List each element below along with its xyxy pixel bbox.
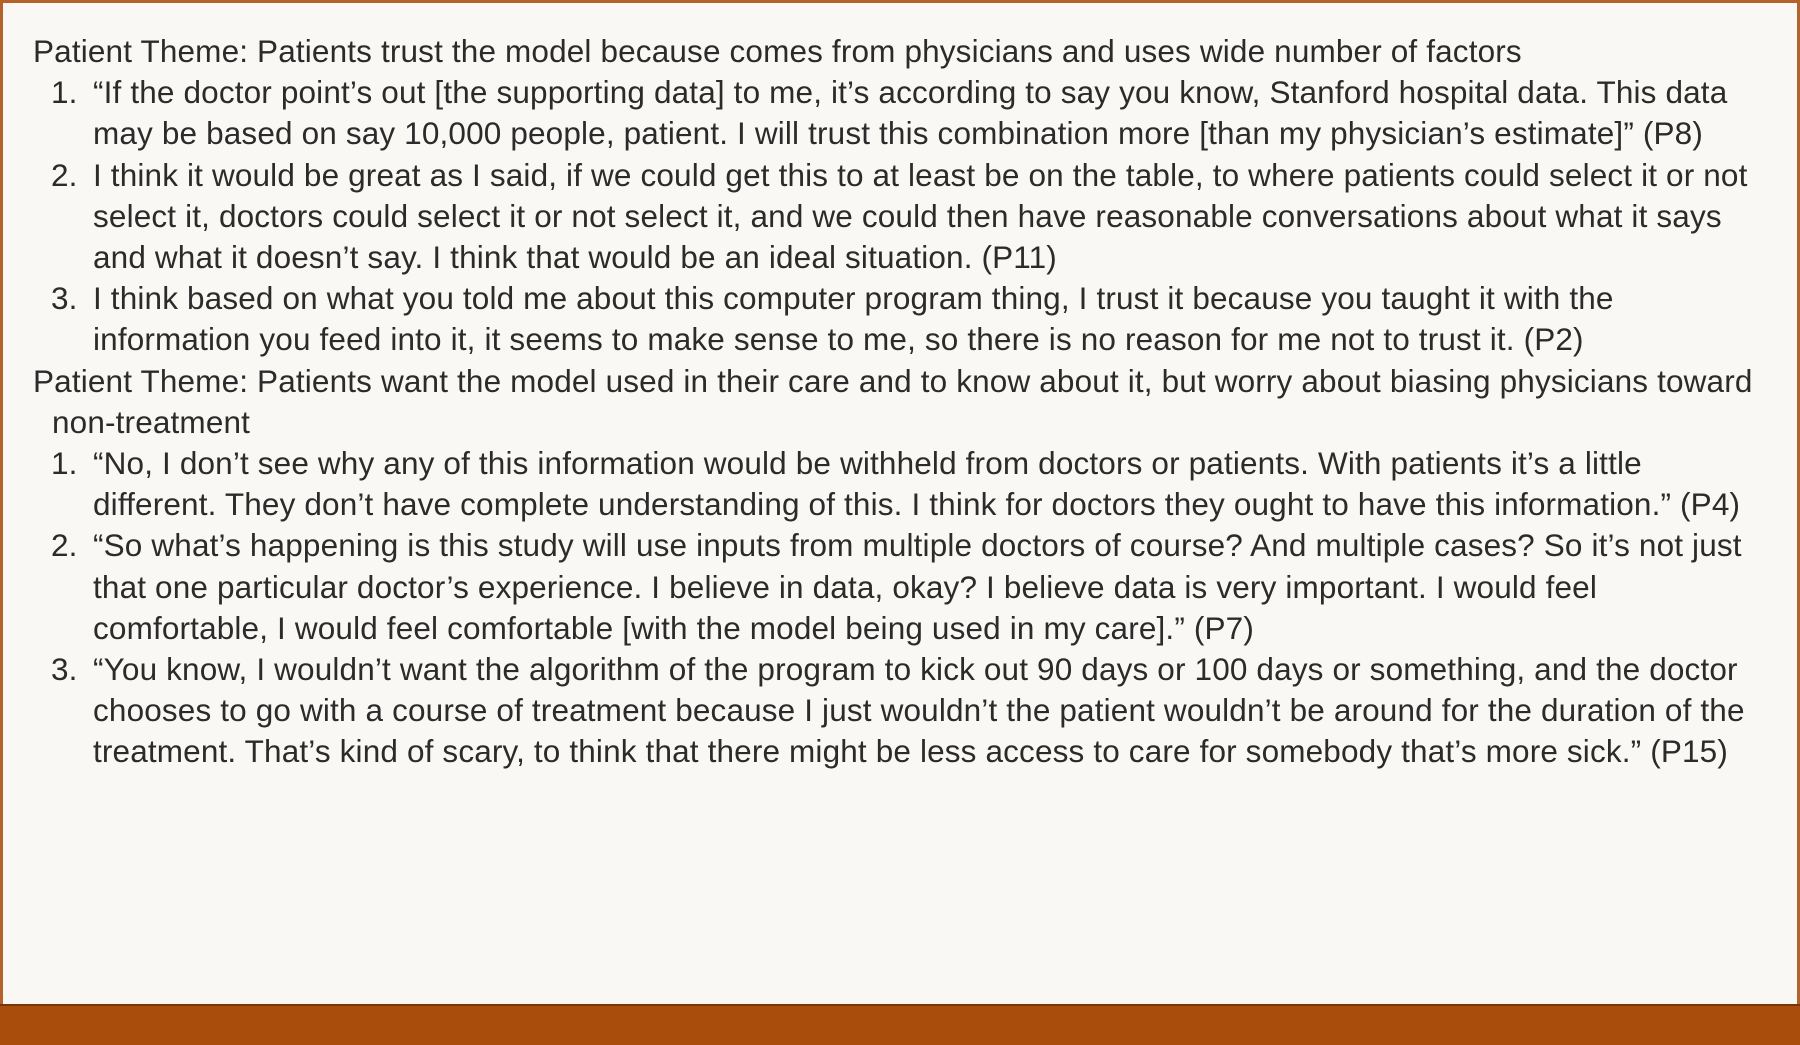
quote-panel-content	[33, 31, 1773, 773]
quote-number: 1.	[51, 445, 78, 482]
quote-item	[33, 72, 1773, 154]
quote-text: “You know, I wouldn’t want the algorithm of the program to kick out 90 days or 100 days or something, and the doctor chooses to go with a course of treatment because I just wouldn’t the patient wouldn’t be around for the duration of the treatment. That’s kind of scary, to think that there might be less access to care for somebody that’s more sick.” (P15)	[93, 651, 1745, 770]
quote-number: 1.	[51, 74, 78, 111]
quote-number: 2.	[51, 156, 78, 193]
quote-list	[33, 443, 1773, 773]
bottom-accent-bar	[0, 1004, 1800, 1045]
quote-item	[33, 278, 1773, 360]
theme-section-usage	[33, 361, 1773, 773]
quote-list	[33, 72, 1773, 360]
quote-text: “So what’s happening is this study will use inputs from multiple doctors of course? And multiple cases? So it’s not just that one particular doctor’s experience. I believe in data, okay? I believe data is very important. I would feel comfortable, I would feel comfortable [with the model being used in my care].” (P7)	[93, 527, 1742, 646]
theme-section-trust	[33, 31, 1773, 361]
theme-heading: Patient Theme: Patients trust the model because comes from physicians and uses wide number of factors	[33, 33, 1522, 69]
quote-item	[33, 443, 1773, 525]
quote-item	[33, 649, 1773, 773]
quote-item	[33, 155, 1773, 279]
quote-text: I think based on what you told me about this computer program thing, I trust it because you taught it with the information you feed into it, it seems to make sense to me, so there is no reason for me not to trust it. (P2)	[93, 280, 1614, 358]
quote-number: 2.	[51, 527, 78, 564]
quote-number: 3.	[51, 280, 78, 317]
quote-item	[33, 525, 1773, 649]
quote-text: I think it would be great as I said, if we could get this to at least be on the table, to where patients could select it or not select it, doctors could select it or not select it, and we could then have reasonable conversations about what it says and what it doesn’t say. I think that would be an ideal situation. (P11)	[93, 156, 1748, 276]
quote-text: “No, I don’t see why any of this information would be withheld from doctors or patients. With patients it’s a little different. They don’t have complete understanding of this. I think for doctors they ought to have this information.” (P4)	[93, 445, 1741, 523]
quote-text: “If the doctor point’s out [the supporting data] to me, it’s according to say you know, Stanford hospital data. This data may be based on say 10,000 people, patient. I will trust this combination more [than my physician’s estimate]” (P8)	[93, 74, 1728, 152]
theme-heading: Patient Theme: Patients want the model used in their care and to know about it, but worry about biasing physicians toward non-treatment	[33, 362, 1753, 440]
quote-number: 3.	[51, 651, 78, 688]
